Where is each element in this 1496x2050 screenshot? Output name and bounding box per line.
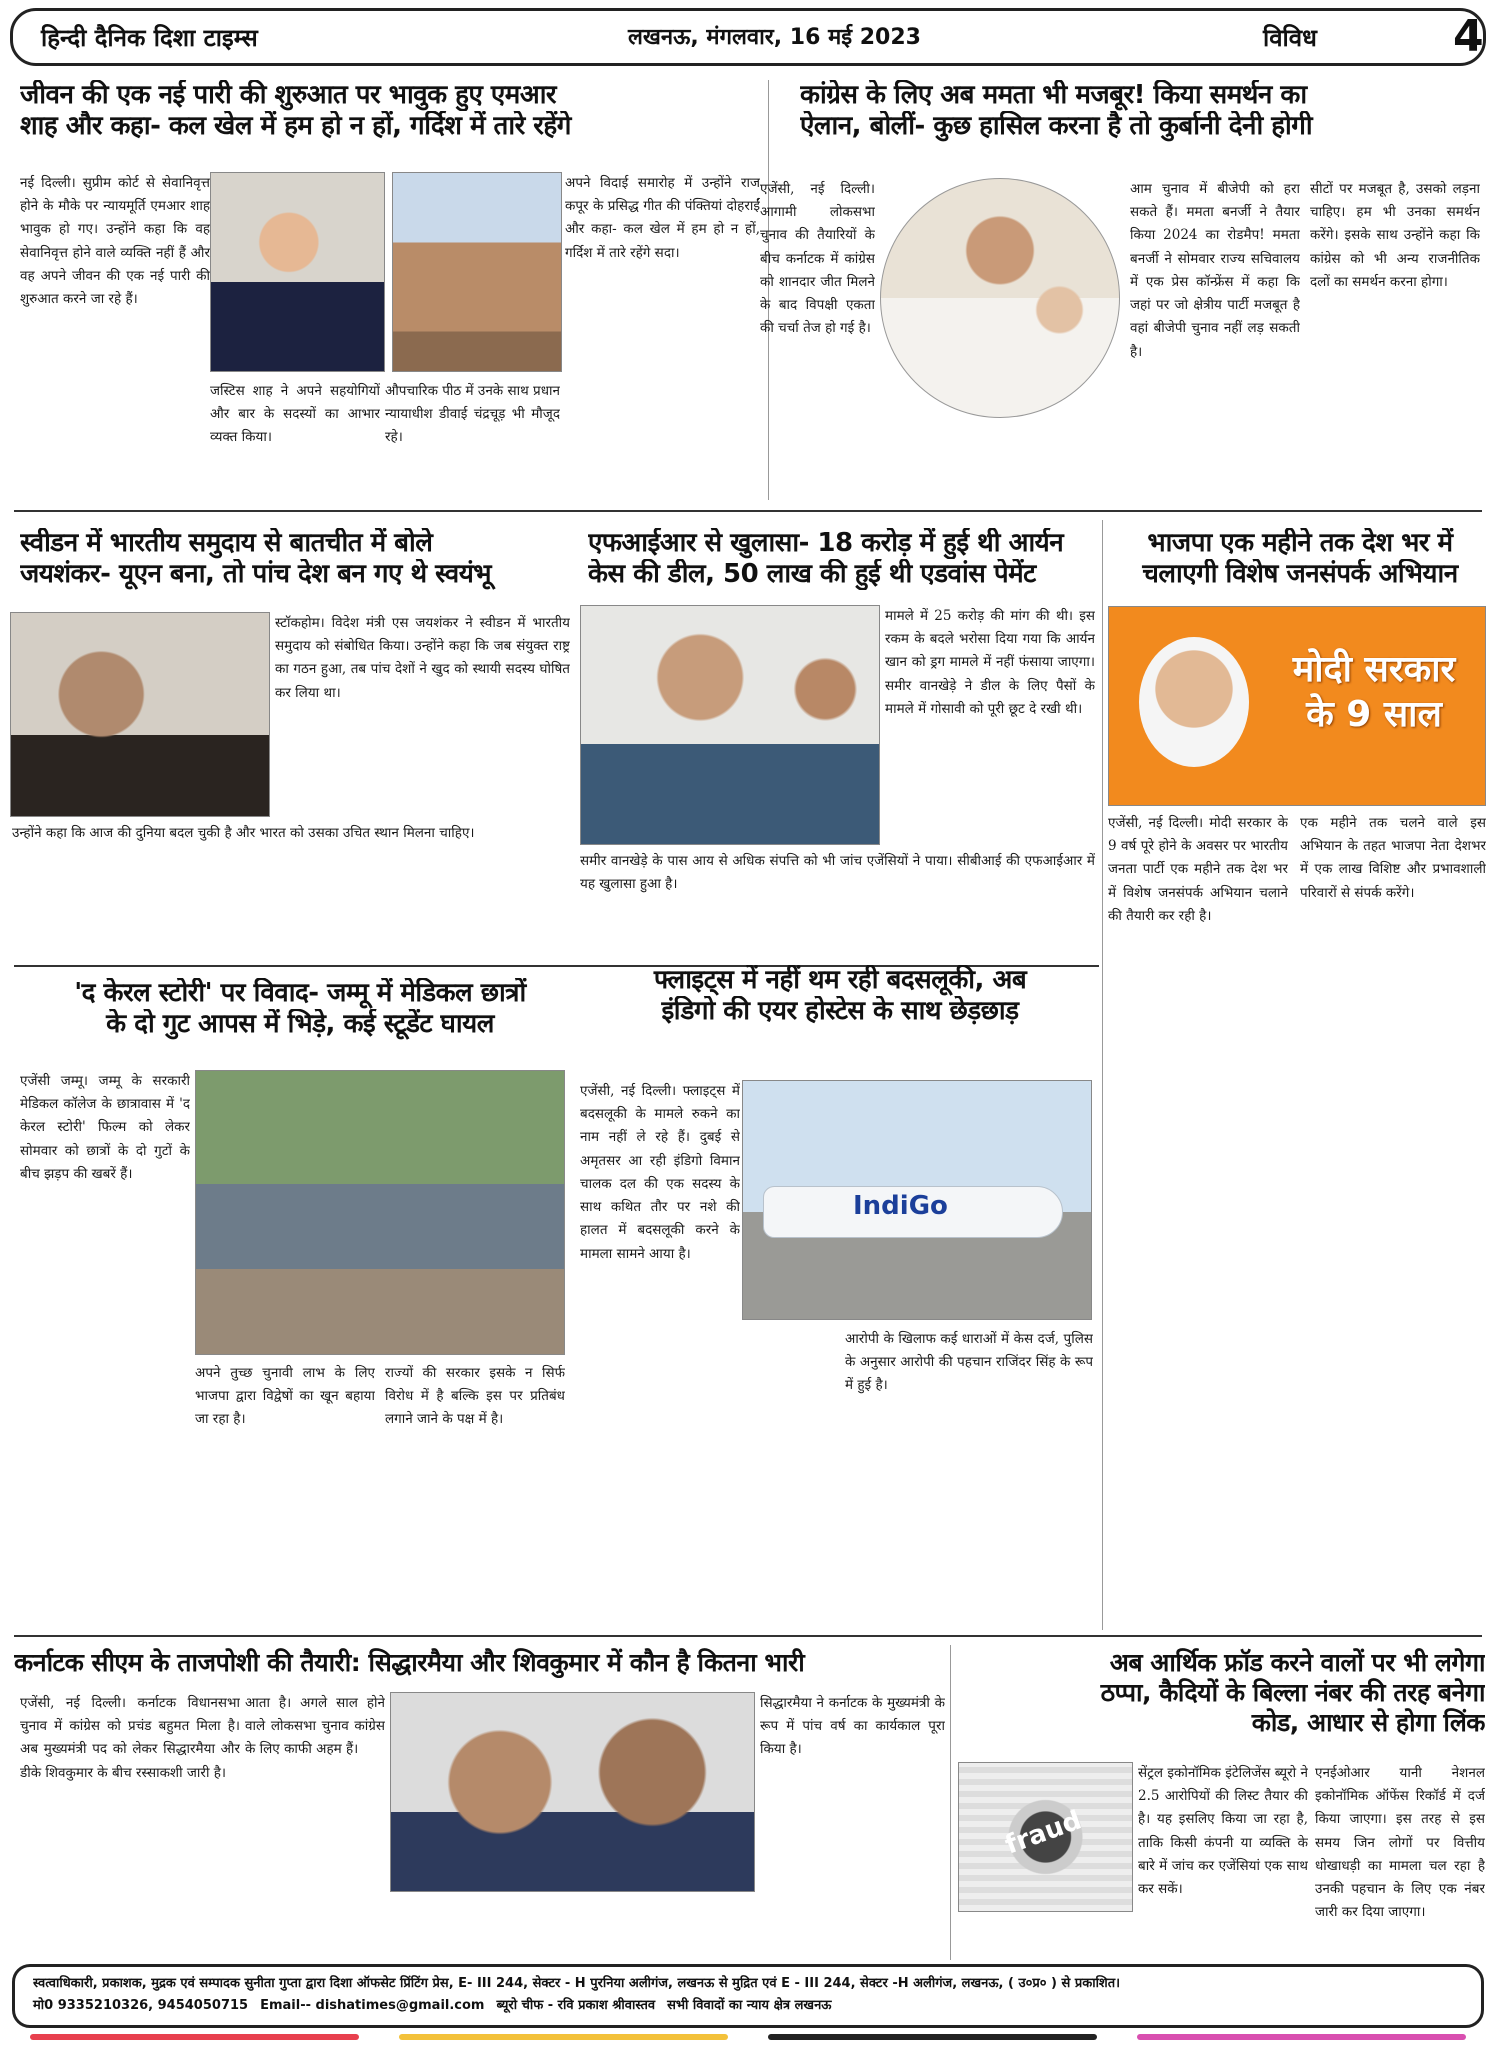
article-body-karnataka-1: एजेंसी, नई दिल्ली। कर्नाटक विधानसभा चुनाव में कांग्रेस को प्रचंड बहुमत मिला है। अब मुख्यमंत्री पद को लेकर सिद्धारमैया और डीके शिवकुमार के बीच रस्साकशी जारी है। — [20, 1695, 240, 1781]
footer-bar — [1137, 2034, 1466, 2040]
imprint-phone: मो0 9335210326, 9454050715 — [33, 1998, 249, 2014]
footer-color-bars — [30, 2034, 1466, 2042]
footer-bar — [768, 2034, 1097, 2040]
headline-indigo[interactable] — [585, 965, 1095, 1027]
section-divider — [14, 1635, 1482, 1637]
photo-mamata — [880, 178, 1120, 418]
paper-name: हिन्दी दैनिक दिशा टाइम्स — [41, 24, 258, 52]
headline-line: कोड, आधार से होगा लिंक — [1251, 1708, 1485, 1737]
imprint-bureau: ब्यूरो चीफ - रवि प्रकाश श्रीवास्तव — [496, 1998, 656, 2014]
article-body-bjp-1: एजेंसी, नई दिल्ली। मोदी सरकार के 9 वर्ष पूरे होने के अवसर पर भारतीय जनता पार्टी एक महीने तक देश भर में विशेष जनसंपर्क अभियान चलाने की तैयारी कर रही है। — [1108, 815, 1288, 924]
article-body-jaishankar-2: उन्होंने कहा कि आज की दुनिया बदल चुकी है और भारत को उसका उचित स्थान मिलना चाहिए। — [12, 825, 475, 841]
imprint-email[interactable]: Email-- dishatimes@gmail.com — [260, 1998, 485, 2014]
footer-bar — [30, 2034, 359, 2040]
headline-line: स्वीडन में भारतीय समुदाय से बातचीत में बोले — [20, 528, 433, 558]
article-body-mamata-1: एजेंसी, नई दिल्ली। आगामी लोकसभा चुनाव की तैयारियों के बीच कर्नाटक में कांग्रेस को शानदार जीत मिलने के बाद विपक्षी एकता की चर्चा तेज हो गई है। — [760, 181, 875, 337]
headline-line: कर्नाटक सीएम के ताजपोशी की तैयारी: सिद्धारमैया और शिवकुमार में कौन है कितना भारी — [14, 1648, 805, 1677]
article-body-karnataka-2: आता है। अगले साल होने वाले लोकसभा चुनाव कांग्रेस के लिए काफी अहम हैं। — [245, 1695, 385, 1758]
banner-line: मोदी सरकार — [1292, 649, 1456, 690]
headline-line: ऐलान, बोलीं- कुछ हासिल करना है तो कुर्बानी देनी होगी — [800, 111, 1313, 142]
section-divider — [14, 510, 1482, 512]
photo-jaishankar — [10, 612, 270, 817]
article-body-kerala-2: अपने तुच्छ चुनावी लाभ के लिए भाजपा द्वारा विद्वेषों का खून बहाया जा रहा है। — [195, 1365, 375, 1428]
photo-fraud — [958, 1762, 1133, 1912]
headline-line: एफआईआर से खुलासा- 18 करोड़ में हुई थी आर्यन — [588, 528, 1064, 558]
photo-shah — [210, 172, 385, 372]
plane-logo: IndiGo — [853, 1191, 948, 1221]
imprint-jurisdiction: सभी विवादों का न्याय क्षेत्र लखनऊ — [667, 1998, 832, 2014]
imprint-footer — [12, 1964, 1484, 2028]
banner-text — [1269, 647, 1479, 737]
headline-karnataka[interactable] — [14, 1648, 949, 1678]
fraud-word: fraud — [1001, 1805, 1086, 1861]
article-body-indigo-2: आरोपी के खिलाफ कई धाराओं में केस दर्ज, पुलिस के अनुसार आरोपी की पहचान राजिंदर सिंह के रूप में हुई है। — [845, 1331, 1093, 1394]
headline-shah[interactable] — [20, 80, 760, 142]
photo-students-protest — [195, 1070, 565, 1355]
headline-aadhaar[interactable] — [960, 1648, 1485, 1738]
article-body-kerala-3: राज्यों की सरकार इसके न सिर्फ विरोध में है बल्कि इस पर प्रतिबंध लगाने जाने के पक्ष में है। — [385, 1365, 565, 1428]
article-body-mamata-3: सीटों पर मजबूत है, उसको लड़ना चाहिए। हम भी उनका समर्थन करेंगे। इसके साथ उन्होंने कहा कि कांग्रेस को भी अन्य राजनीतिक दलों का समर्थन करना होगा। — [1310, 181, 1480, 290]
article-body-kerala-1: एजेंसी जम्मू। जम्मू के सरकारी मेडिकल कॉलेज के छात्रावास में 'द केरल स्टोरी' फिल्म को लेकर सोमवार को छात्रों के दो गुटों के बीच झड़प की खबरें हैं। — [20, 1073, 190, 1182]
headline-kerala-story[interactable] — [30, 978, 570, 1040]
headline-line: फ्लाइट्स में नहीं थम रही बदसलूकी, अब — [653, 965, 1027, 995]
photo-indigo-plane — [742, 1080, 1092, 1320]
headline-jaishankar[interactable] — [20, 528, 580, 590]
photo-siddaramaiah-shivakumar — [390, 1692, 755, 1892]
masthead — [10, 8, 1486, 66]
article-body-jaishankar-1: स्टॉकहोम। विदेश मंत्री एस जयशंकर ने स्वीडन में भारतीय समुदाय को संबोधित किया। उन्होंने कहा कि जब संयुक्त राष्ट्र का गठन हुआ, तब पांच देशों ने खुद को स्थायी सदस्य घोषित कर लिया था। — [275, 615, 570, 701]
article-body-shah-4: औपचारिक पीठ में उनके साथ प्रधान न्यायाधीश डीवाई चंद्रचूड़ भी मौजूद रहे। — [385, 383, 560, 446]
headline-mamata[interactable] — [800, 80, 1480, 142]
article-body-aadhaar-1: सेंट्रल इकोनॉमिक इंटेलिजेंस ब्यूरो ने 2.5 आरोपियों की लिस्ट तैयार की है। यह इसलिए किया जा रहा है, ताकि किसी कंपनी या व्यक्ति के बारे में जांच कर एजेंसियां एक साथ कर सकें। — [1138, 1765, 1308, 1898]
column-divider — [1102, 520, 1103, 1630]
footer-bar — [399, 2034, 728, 2040]
imprint-line: स्वत्वाधिकारी, प्रकाशक, मुद्रक एवं सम्पादक सुनीता गुप्ता द्वारा दिशा ऑफसेट प्रिंटिंग प्रेस, E- III 244, सेक्टर - H पुरनिया अलीगंज, लखनऊ से मुद्रित एवं E - III 244, सेक्टर -H अलीगंज, लखनऊ, ( उ०प्र० ) से प्रकाशित। — [33, 1976, 1121, 1991]
article-body-shah-2: अपने विदाई समारोह में उन्होंने राज कपूर के प्रसिद्ध गीत की पंक्तियां दोहराईं और कहा- कल खेल में हम हो न हों, गर्दिश में तारे रहेंगे सदा। — [565, 175, 760, 261]
column-divider — [950, 1645, 951, 1960]
headline-line: ठप्पा, कैदियों के बिल्ला नंबर की तरह बनेगा — [1100, 1678, 1485, 1707]
article-body-aryan-1: मामले में 25 करोड़ की मांग की थी। इस रकम के बदले भरोसा दिया गया कि आर्यन खान को ड्रग मामले में नहीं फंसाया जाएगा। समीर वानखेड़े ने डील के लिए पैसों के मामले में गोसावी को पूरी छूट दे रखी थी। — [885, 608, 1095, 717]
page-number: 4 — [1453, 11, 1484, 62]
headline-line: इंडिगो की एयर होस्टेस के साथ छेड़छाड़ — [661, 996, 1019, 1027]
headline-line: केस की डील, 50 लाख की हुई थी एडवांस पेमेंट — [588, 559, 1036, 590]
article-body-bjp-2: एक महीने तक चलने वाले इस अभियान के तहत भाजपा नेता देशभर में एक लाख विशिष्ट और प्रभावशाली परिवारों से संपर्क करेंगे। — [1300, 815, 1486, 901]
section-name: विविध — [1263, 24, 1317, 52]
headline-line: अब आर्थिक फ्रॉड करने वालों पर भी लगेगा — [1109, 1648, 1485, 1677]
headline-line: 'द केरल स्टोरी' पर विवाद- जम्मू में मेडिकल छात्रों — [74, 978, 526, 1008]
photo-modi-banner — [1108, 606, 1486, 806]
article-body-shah-3: जस्टिस शाह ने अपने सहयोगियों और बार के सदस्यों का आभार व्यक्त किया। — [210, 383, 380, 446]
headline-aryan[interactable] — [588, 528, 1128, 590]
banner-line: के 9 साल — [1306, 694, 1442, 735]
imprint-contact-row — [33, 1995, 1463, 2017]
headline-line: जयशंकर- यूएन बना, तो पांच देश बन गए थे स्वयंभू — [20, 559, 492, 590]
headline-line: के दो गुट आपस में भिड़े, कई स्टूडेंट घायल — [106, 1009, 494, 1040]
headline-line: कांग्रेस के लिए अब ममता भी मजबूर! किया समर्थन का — [800, 80, 1307, 110]
headline-line: भाजपा एक महीने तक देश भर में — [1147, 528, 1453, 558]
article-body-karnataka-3: सिद्धारमैया ने कर्नाटक के मुख्यमंत्री के रूप में पांच वर्ष का कार्यकाल पूरा किया है। — [760, 1695, 945, 1758]
photo-supreme-court — [392, 172, 562, 372]
article-body-aadhaar-2: एनईओआर यानी नेशनल इकोनॉमिक ऑफेंस रिकॉर्ड में दर्ज किया जाएगा। इस तरह से इस समय जिन लोगों पर वित्तीय धोखाधड़ी का मामला चल रहा है उनकी पहचान के लिए एक नंबर जारी कर दिया जाएगा। — [1315, 1765, 1485, 1921]
article-body-shah-1: नई दिल्ली। सुप्रीम कोर्ट से सेवानिवृत्त होने के मौके पर न्यायमूर्ति एमआर शाह भावुक हो गए। उन्होंने कहा कि वह सेवानिवृत्त होने वाले व्यक्ति नहीं हैं और वह अपने जीवन की एक नई पारी की शुरुआत करने जा रहे हैं। — [20, 175, 210, 308]
article-body-mamata-2: आम चुनाव में बीजेपी को हरा सकते हैं। ममता बनर्जी ने तैयार किया 2024 का रोडमैप! ममता बनर्जी ने सोमवार राज्य सचिवालय में एक प्रेस कॉन्फ्रेंस में कहा कि जहां पर जो क्षेत्रीय पार्टी मजबूत है वहां बीजेपी चुनाव नहीं लड़ सकती है। — [1130, 181, 1300, 360]
modi-portrait — [1139, 637, 1249, 767]
headline-line: शाह और कहा- कल खेल में हम हो न हों, गर्दिश में तारे रहेंगे — [20, 111, 571, 142]
headline-line: जीवन की एक नई पारी की शुरुआत पर भावुक हुए एमआर — [20, 80, 557, 110]
article-body-indigo-1: एजेंसी, नई दिल्ली। फ्लाइट्स में बदसलूकी के मामले रुकने का नाम नहीं ले रहे हैं। दुबई से अमृतसर आ रही इंडिगो विमान चालक दल की एक सदस्य के साथ कथित तौर पर नशे की हालत में बदसलूकी करने के मामला सामने आया है। — [580, 1083, 740, 1262]
photo-sameer-wankhede — [580, 605, 880, 845]
article-body-aryan-2: समीर वानखेड़े के पास आय से अधिक संपत्ति को भी जांच एजेंसियों ने पाया। सीबीआई की एफआईआर में यह खुलासा हुआ है। — [580, 853, 1095, 893]
headline-line: चलाएगी विशेष जनसंपर्क अभियान — [1142, 559, 1458, 590]
dateline: लखनऊ, मंगलवार, 16 मई 2023 — [628, 25, 921, 50]
headline-bjp[interactable] — [1115, 528, 1485, 590]
